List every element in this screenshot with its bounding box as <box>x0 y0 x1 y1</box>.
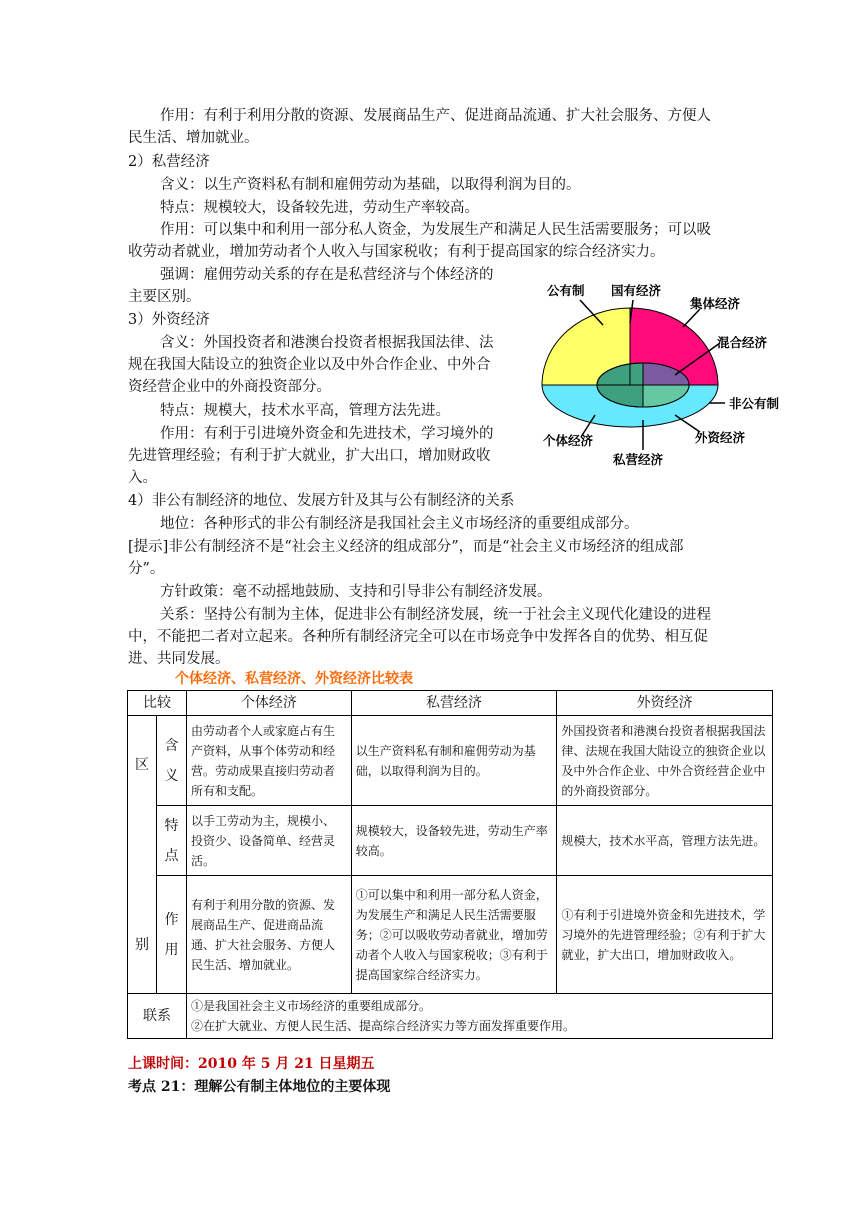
header-private: 私营经济 <box>351 691 557 716</box>
row-label: 含 义 <box>156 716 186 806</box>
table-title: 个体经济、私营经济、外资经济比较表 <box>175 671 413 687</box>
comparison-table <box>127 690 773 1039</box>
text-line: 强调：雇佣劳动关系的存在是私营经济与个体经济的 <box>160 267 494 283</box>
label-state: 国有经济 <box>611 283 662 298</box>
header-individual: 个体经济 <box>186 691 351 716</box>
cell-foreign: 规模大，技术水平高，管理方法先进。 <box>557 806 773 876</box>
text-line: 先进管理经验；有利于扩大就业，扩大出口，增加财政收 <box>128 448 491 464</box>
cell-private: ①可以集中和利用一部分私人资金，为发展生产和满足人民生活需要服务；②可以吸收劳动者就业，增加劳动者个人收入与国家税收；③有利于提高国家综合经济实力。 <box>351 876 557 994</box>
label-private: 私营经济 <box>613 452 664 467</box>
text-line: 规在我国大陆设立的独资企业以及中外合作企业、中外合 <box>128 357 491 373</box>
text-line: 含义：外国投资者和港澳台投资者根据我国法律、法 <box>160 335 494 351</box>
cell-private: 规模较大，设备较先进，劳动生产率较高。 <box>351 806 557 876</box>
text-line: 含义：以生产资料私有制和雇佣劳动为基础，以取得利润为目的。 <box>160 177 581 193</box>
text-line: 特点：规模大，技术水平高，管理方法先进。 <box>160 403 450 419</box>
row-label: 特 点 <box>156 806 186 876</box>
header-foreign: 外资经济 <box>557 691 773 716</box>
ownership-diagram-svg <box>525 275 800 470</box>
text-line: 分”。 <box>128 561 165 577</box>
table-row <box>128 716 773 806</box>
label-public: 公有制 <box>547 283 585 298</box>
label-individual: 个体经济 <box>543 433 594 448</box>
text-line: 入。 <box>128 470 157 486</box>
header-compare: 比较 <box>128 691 187 716</box>
topic-heading: 考点 21：理解公有制主体地位的主要体现 <box>128 1079 391 1095</box>
text-line: 中，不能把二者对立起来。各种所有制经济完全可以在市场竞争中发挥各自的优势、相互促 <box>128 629 708 645</box>
label-mixed: 混合经济 <box>717 335 768 350</box>
table-row <box>128 876 773 994</box>
text-line: 进、共同发展。 <box>128 651 230 667</box>
table-row <box>128 994 773 1039</box>
link-item: ②在扩大就业、方便人民生活、提高综合经济实力等方面发挥重要作用。 <box>190 1019 575 1033</box>
tip-line: [提示]非公有制经济不是“社会主义经济的组成部分”，而是“社会主义市场经济的组成部 <box>128 539 684 555</box>
text-line: 关系：坚持公有制为主体，促进非公有制经济发展，统一于社会主义现代化建设的进程 <box>160 607 711 623</box>
text-line: 特点：规模较大，设备较先进，劳动生产率较高。 <box>160 200 479 216</box>
table-row <box>128 806 773 876</box>
text-line: 作用：有利于利用分散的资源、发展商品生产、促进商品流通、扩大社会服务、方便人 <box>160 108 711 124</box>
section-heading: 4）非公有制经济的地位、发展方针及其与公有制经济的关系 <box>128 493 515 509</box>
text-line: 民生活、增加就业。 <box>128 130 259 146</box>
text-line: 作用：可以集中和利用一部分私人资金，为发展生产和满足人民生活需要服务；可以吸 <box>160 222 711 238</box>
ownership-diagram <box>525 275 800 470</box>
cell-private: 以生产资料私有制和雇佣劳动为基础，以取得利润为目的。 <box>351 716 557 806</box>
text-line: 方针政策：毫不动摇地鼓励、支持和引导非公有制经济发展。 <box>160 584 552 600</box>
cell-individual: 有利于利用分散的资源、发展商品生产、促进商品流通、扩大社会服务、方便人民生活、增加就业。 <box>186 876 351 994</box>
cell-foreign: 外国投资者和港澳台投资者根据我国法律、法规在我国大陆设立的独资企业以及中外合作企业、中外合资经营企业中的外商投资部分。 <box>557 716 773 806</box>
class-time: 上课时间：2010 年 5 月 21 日星期五 <box>128 1056 375 1072</box>
link-cell <box>186 994 772 1039</box>
link-item: ①是我国社会主义市场经济的重要组成部分。 <box>190 999 431 1013</box>
text-line: 收劳动者就业，增加劳动者个人收入与国家税收；有利于提高国家的综合经济实力。 <box>128 244 665 260</box>
label-collective: 集体经济 <box>690 296 741 311</box>
text-line: 作用：有利于引进境外资金和先进技术，学习境外的 <box>160 426 494 442</box>
text-line: 资经营企业中的外商投资部分。 <box>128 379 331 395</box>
link-label: 联系 <box>128 994 187 1039</box>
text-line: 地位：各种形式的非公有制经济是我国社会主义市场经济的重要组成部分。 <box>160 516 639 532</box>
diff-label-char: 别 <box>134 936 149 953</box>
diff-label-char: 区 <box>134 756 149 773</box>
label-nonpublic: 非公有制 <box>729 396 780 411</box>
text-line: 主要区别。 <box>128 289 201 305</box>
row-label: 作 用 <box>156 876 186 994</box>
table-header-row <box>128 691 773 716</box>
cell-individual: 以手工劳动为主，规模小、投资少、设备简单、经营灵活。 <box>186 806 351 876</box>
cell-foreign: ①有利于引进境外资金和先进技术，学习境外的先进管理经验；②有利于扩大就业，扩大出口，增加财政收入。 <box>557 876 773 994</box>
label-foreign: 外资经济 <box>695 430 746 445</box>
section-heading: 2）私营经济 <box>128 154 210 170</box>
section-heading: 3）外资经济 <box>128 312 210 328</box>
diff-label <box>128 716 157 994</box>
cell-individual: 由劳动者个人或家庭占有生产资料，从事个体劳动和经营。劳动成果直接归劳动者所有和支配。 <box>186 716 351 806</box>
pointer-line <box>683 309 700 327</box>
